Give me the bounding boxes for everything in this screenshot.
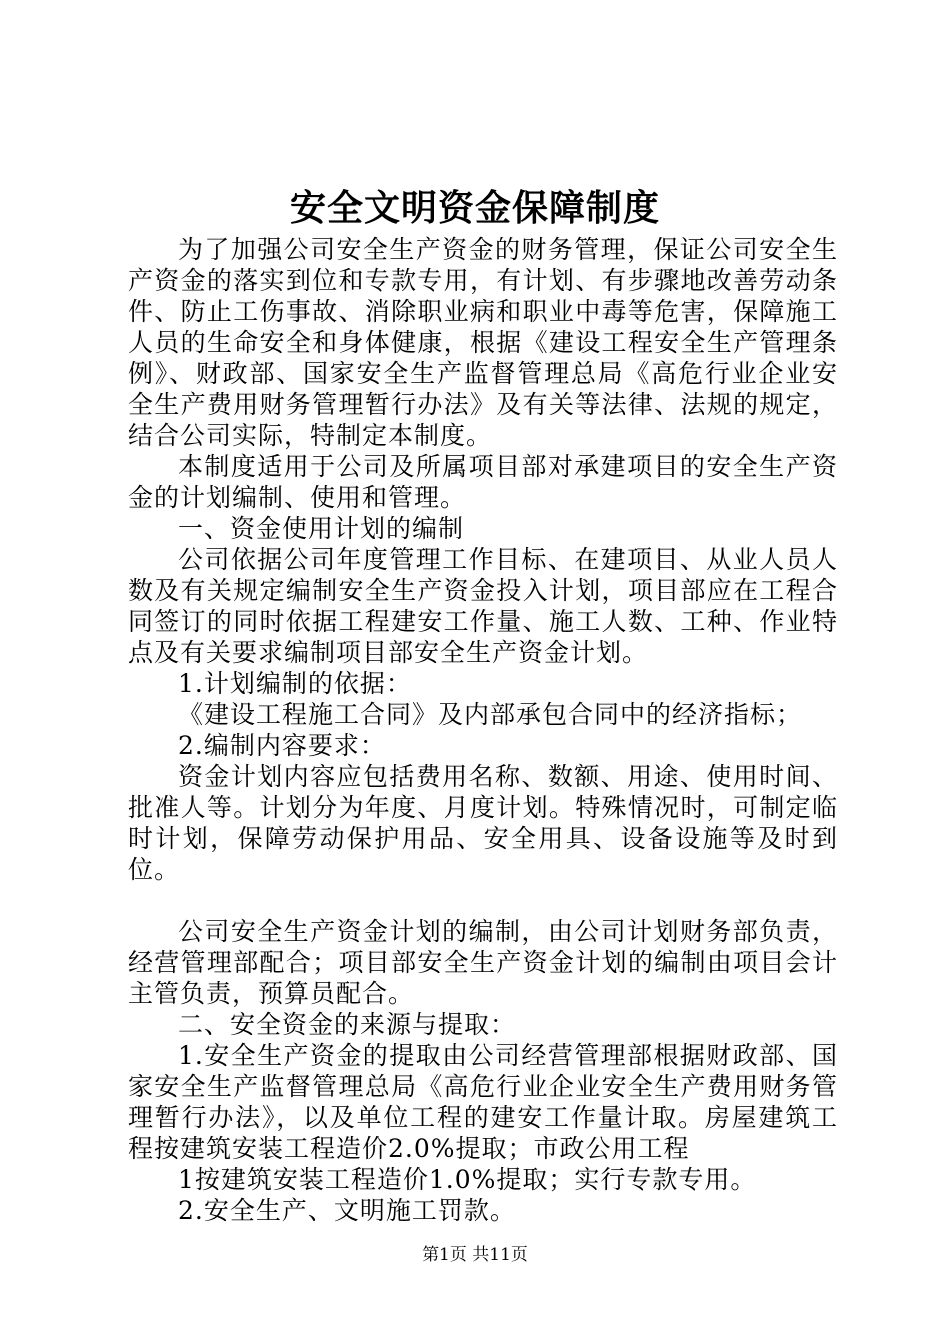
- document-title: 安全文明资金保障制度: [289, 187, 660, 229]
- paragraph-scope: 本制度适用于公司及所属项目部对承建项目的安全生产资金的计划编制、使用和管理。: [128, 452, 838, 512]
- subheading-plan-content: 2.编制内容要求：: [178, 731, 386, 760]
- section-heading-2: 二、安全资金的来源与提取：: [178, 1010, 517, 1039]
- paragraph-fines: 2.安全生产、文明施工罚款。: [178, 1196, 516, 1225]
- paragraph-intro: 为了加强公司安全生产资金的财务管理，保证公司安全生产资金的落实到位和专款专用，有计划、有步骤地改善劳动条件、防止工伤事故、消除职业病和职业中毒等危害，保障施工人员的生命安全和身体健康，根据《建设工程安全生产管理条例》、财政部、国家安全生产监督管理总局《高危行业企业安全生产费用财务管理暂行办法》及有关等法律、法规的规定，结合公司实际，特制定本制度。: [128, 235, 838, 450]
- paragraph-plan-basis: 《建设工程施工合同》及内部承包合同中的经济指标；: [178, 700, 803, 729]
- section-heading-1: 一、资金使用计划的编制: [178, 514, 465, 543]
- paragraph-plan-content: 资金计划内容应包括费用名称、数额、用途、使用时间、批准人等。计划分为年度、月度计划。特殊情况时，可制定临时计划，保障劳动保护用品、安全用具、设备设施等及时到位。: [128, 762, 838, 884]
- paragraph-plan: 公司依据公司年度管理工作目标、在建项目、从业人员人数及有关规定编制安全生产资金投入计划，项目部应在工程合同签订的同时依据工程建安工作量、施工人数、工种、作业特点及有关要求编制项目部安全生产资金计划。: [128, 545, 838, 667]
- paragraph-extraction-municipal: 1按建筑安装工程造价1.0%提取；实行专款专用。: [178, 1165, 757, 1194]
- document-body: [128, 234, 838, 1226]
- paragraph-extraction: 1.安全生产资金的提取由公司经营管理部根据财政部、国家安全生产监督管理总局《高危行业企业安全生产费用财务管理暂行办法》，以及单位工程的建安工作量计取。房屋建筑工程按建筑安装工程造价2.0%提取；市政公用工程: [128, 1041, 838, 1163]
- page-number-footer: 第1页 共11页: [422, 1245, 528, 1265]
- paragraph-plan-responsibility: 公司安全生产资金计划的编制，由公司计划财务部负责，经营管理部配合；项目部安全生产资金计划的编制由项目会计主管负责，预算员配合。: [128, 917, 838, 1008]
- subheading-plan-basis: 1.计划编制的依据：: [178, 669, 412, 698]
